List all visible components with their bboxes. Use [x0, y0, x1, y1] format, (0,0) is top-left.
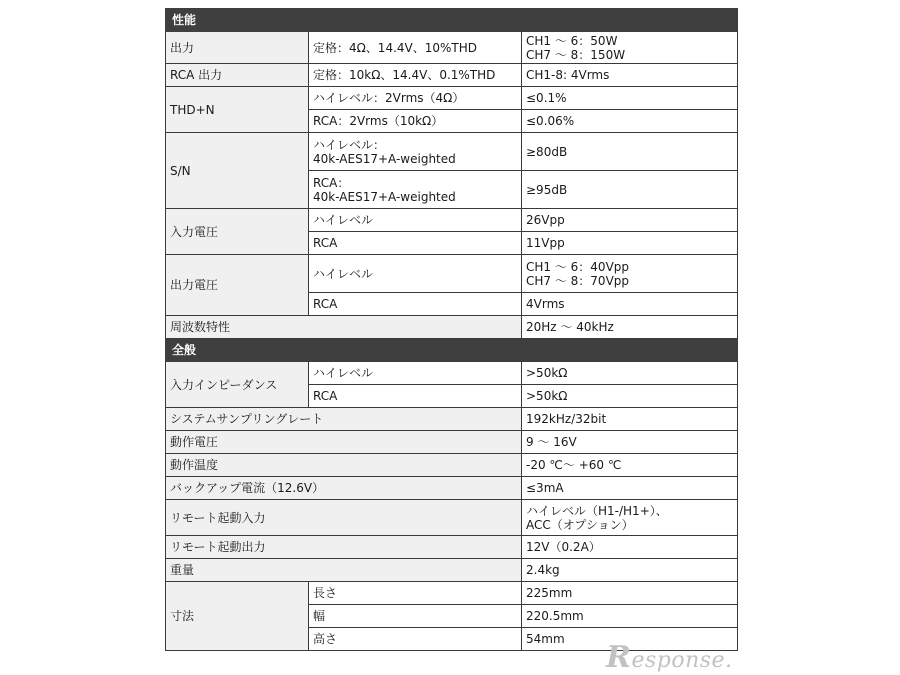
row-label: 動作電圧 [166, 431, 522, 454]
row-condition: 定格：10kΩ、14.4V、0.1%THD [309, 64, 522, 87]
row-condition: RCA：2Vrms（10kΩ） [309, 110, 522, 133]
row-value: >50kΩ [522, 385, 738, 408]
row-condition: ハイレベル [309, 209, 522, 232]
row-value: >50kΩ [522, 362, 738, 385]
value-line: CH7 ～ 8：70Vpp [526, 273, 630, 288]
row-condition: ハイレベル [309, 362, 522, 385]
row-value: ≤0.1% [522, 87, 738, 110]
table-row [166, 64, 738, 87]
row-value: ≥95dB [522, 171, 738, 209]
row-value: CH1-8: 4Vrms [522, 64, 738, 87]
table-row [166, 454, 738, 477]
row-value: 20Hz ～ 40kHz [522, 316, 738, 339]
section-title: 性能 [166, 9, 738, 32]
section-header-general [166, 339, 738, 362]
row-value [522, 255, 738, 293]
row-value: 54mm [522, 628, 738, 651]
value-line: ACC（オプション） [526, 517, 634, 532]
value-line: CH1 ～ 6：40Vpp [526, 259, 630, 274]
table-row [166, 559, 738, 582]
response-watermark-logo: Response. [606, 640, 733, 675]
row-label: RCA 出力 [166, 64, 309, 87]
value-line: ハイレベル（H1-/H1+）、 [526, 503, 668, 518]
row-value: 220.5mm [522, 605, 738, 628]
row-value: 11Vpp [522, 232, 738, 255]
condition-line: ハイレベル： [313, 137, 386, 152]
condition-line: 40k-AES17+A-weighted [313, 151, 456, 166]
row-value: 2.4kg [522, 559, 738, 582]
row-label: S/N [166, 133, 309, 209]
row-condition: 長さ [309, 582, 522, 605]
row-value: ≤0.06% [522, 110, 738, 133]
table-row [166, 209, 738, 232]
table-row [166, 362, 738, 385]
condition-line: 40k-AES17+A-weighted [313, 189, 456, 204]
row-value: ≤3mA [522, 477, 738, 500]
table-row [166, 408, 738, 431]
row-condition: RCA [309, 293, 522, 316]
table-row [166, 582, 738, 605]
row-label: システムサンプリングレート [166, 408, 522, 431]
row-label: 周波数特性 [166, 316, 522, 339]
row-condition: RCA [309, 232, 522, 255]
row-condition: 幅 [309, 605, 522, 628]
row-label: 出力 [166, 32, 309, 64]
row-label: リモート起動出力 [166, 536, 522, 559]
row-condition: ハイレベル：2Vrms（4Ω） [309, 87, 522, 110]
row-label: 重量 [166, 559, 522, 582]
row-condition: ハイレベル [309, 255, 522, 293]
row-label: THD+N [166, 87, 309, 133]
spec-table [165, 8, 738, 651]
table-row [166, 536, 738, 559]
row-value: 12V（0.2A） [522, 536, 738, 559]
row-label: 入力インピーダンス [166, 362, 309, 408]
row-value: 192kHz/32bit [522, 408, 738, 431]
row-value: 4Vrms [522, 293, 738, 316]
table-row [166, 477, 738, 500]
row-condition [309, 171, 522, 209]
section-header-performance [166, 9, 738, 32]
table-row [166, 32, 738, 64]
row-label: 寸法 [166, 582, 309, 651]
value-line: CH1 ～ 6：50W [526, 33, 618, 48]
condition-line: RCA： [313, 175, 350, 190]
table-row [166, 255, 738, 293]
row-value [522, 500, 738, 536]
row-condition: 定格：4Ω、14.4V、10%THD [309, 32, 522, 64]
row-value: 9 ～ 16V [522, 431, 738, 454]
value-line: CH7 ～ 8：150W [526, 47, 626, 62]
row-value: 26Vpp [522, 209, 738, 232]
row-label: 出力電圧 [166, 255, 309, 316]
table-row [166, 87, 738, 110]
row-value [522, 32, 738, 64]
table-row [166, 431, 738, 454]
row-condition: RCA [309, 385, 522, 408]
row-value: ≥80dB [522, 133, 738, 171]
table-row [166, 316, 738, 339]
row-label: 入力電圧 [166, 209, 309, 255]
row-condition [309, 133, 522, 171]
section-title: 全般 [166, 339, 738, 362]
row-value: 225mm [522, 582, 738, 605]
row-value: -20 ℃～ +60 ℃ [522, 454, 738, 477]
row-condition: 高さ [309, 628, 522, 651]
row-label: 動作温度 [166, 454, 522, 477]
table-row [166, 500, 738, 536]
row-label: リモート起動入力 [166, 500, 522, 536]
table-row [166, 133, 738, 171]
row-label: バックアップ電流（12.6V） [166, 477, 522, 500]
